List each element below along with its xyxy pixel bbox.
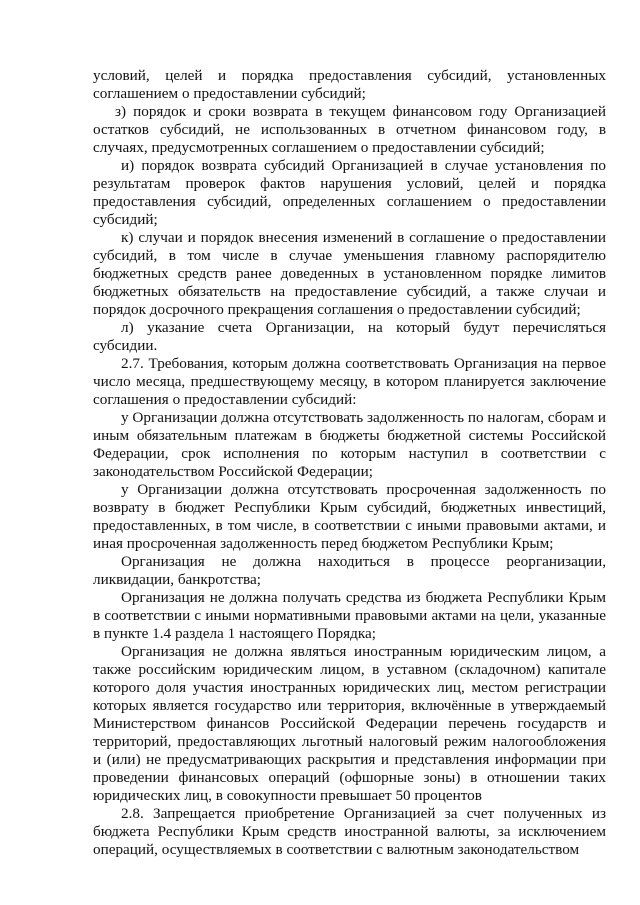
paragraph-item-l: л) указание счета Организации, на который будут перечисляться субсидии. [93, 319, 606, 354]
paragraph-requirement-funds: Организация не должна получать средства из бюджета Республики Крым в соответствии с иными нормативными правовыми актами на цели, указанные в пункте 1.4 раздела 1 настоящего Порядка; [93, 589, 606, 642]
paragraph-item-k: к) случаи и порядок внесения изменений в соглашение о предоставлении субсидий, в том числе в случае уменьшения главному распорядителю бюджетных средств ранее доведенных в установленном порядке лимитов бюджетных обязательств на предоставление субсидий, а также случаи и порядок досрочного прекращения соглашения о предоставлении субсидий; [93, 229, 606, 318]
paragraph-section-2-8: 2.8. Запрещается приобретение Организацией за счет полученных из бюджета Республики Крым средств иностранной валюты, за исключением операций, осуществляемых в соответствии с валютным законодательством [93, 805, 606, 858]
paragraph-section-2-7: 2.7. Требования, которым должна соответствовать Организация на первое число месяца, предшествующему месяцу, в котором планируется заключение соглашения о предоставлении субсидий: [93, 355, 606, 408]
paragraph-requirement-taxes: у Организации должна отсутствовать задолженность по налогам, сборам и иным обязательным платежам в бюджеты бюджетной системы Российской Федерации, срок исполнения по которым наступил в соответствии с законодательством Российской Федерации; [93, 409, 606, 480]
paragraph-requirement-reorganization: Организация не должна находиться в процессе реорганизации, ликвидации, банкротства; [93, 553, 606, 588]
paragraph-item-i: и) порядок возврата субсидий Организацией в случае установления по результатам проверок фактов нарушения условий, целей и порядка предоставления субсидий, определенных соглашением о предоставлении субсидий; [93, 157, 606, 228]
document-page [93, 67, 606, 859]
paragraph-requirement-overdue: у Организации должна отсутствовать просроченная задолженность по возврату в бюджет Республики Крым субсидий, бюджетных инвестиций, предоставленных, в том числе, в соответствии с иными правовыми актами, и иная просроченная задолженность перед бюджетом Республики Крым; [93, 481, 606, 552]
paragraph-item-z: з) порядок и сроки возврата в текущем финансовом году Организацией остатков субсидий, не использованных в отчетном финансовом году, в случаях, предусмотренных соглашением о предоставлении субсидий; [93, 103, 606, 156]
paragraph-continuation: условий, целей и порядка предоставления субсидий, установленных соглашением о предоставлении субсидий; [93, 67, 606, 102]
paragraph-requirement-foreign: Организация не должна являться иностранным юридическим лицом, а также российским юридическим лицом, в уставном (складочном) капитале которого доля участия иностранных юридических лиц, местом регистрации которых является государство или территория, включённые в утверждаемый Министерством финансов Российской Федерации перечень государств и территорий, предоставляющих льготный налоговый режим налогообложения и (или) не предусматривающих раскрытия и представления информации при проведении финансовых операций (офшорные зоны) в отношении таких юридических лиц, в совокупности превышает 50 процентов [93, 643, 606, 804]
